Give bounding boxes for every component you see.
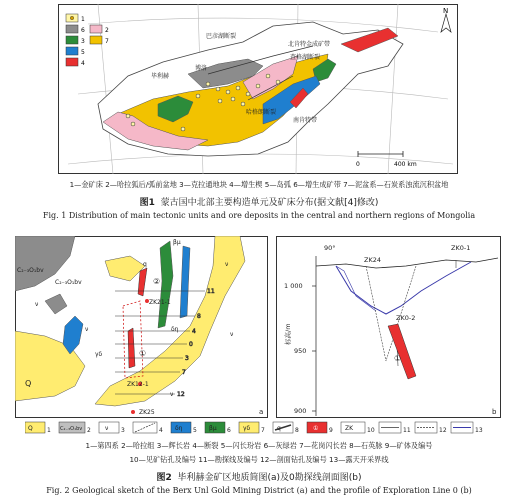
svg-text:毕利赫: 毕利赫 [151, 73, 170, 80]
svg-text:ZK24: ZK24 [364, 256, 381, 264]
svg-text:0: 0 [356, 161, 360, 168]
svg-text:0: 0 [189, 341, 193, 348]
svg-text:q: q [143, 261, 147, 268]
svg-text:βμ: βμ [209, 425, 217, 432]
svg-text:13: 13 [475, 427, 483, 434]
svg-text:N: N [443, 7, 449, 15]
svg-text:2: 2 [105, 27, 109, 34]
fig2a-map [15, 236, 268, 418]
svg-text:6: 6 [81, 27, 85, 34]
fig2-legend [25, 420, 495, 436]
svg-text:2: 2 [87, 427, 91, 434]
svg-text:a: a [259, 408, 264, 416]
svg-text:②: ② [153, 277, 161, 286]
svg-text:9: 9 [329, 427, 333, 434]
svg-text:3: 3 [81, 38, 85, 45]
svg-text:ν: ν [170, 391, 174, 398]
svg-text:90°: 90° [324, 244, 336, 252]
fig1-legend-text: 1—金矿床 2—哈拉狐后/弧前盆地 3—克拉通地块 4—增生楔 5—岛弧 6—增生成矿带 7—泥盆系—石炭系浊流沉积盆地 [69, 180, 449, 189]
svg-text:γδ: γδ [243, 425, 251, 432]
svg-text:C₂₋₃O₁bv: C₂₋₃O₁bv [17, 267, 44, 274]
svg-text:ZK12-1: ZK12-1 [127, 381, 149, 388]
fig1-map [58, 4, 458, 174]
svg-text:ν: ν [105, 425, 109, 432]
svg-text:900: 900 [294, 407, 307, 415]
svg-text:11: 11 [403, 427, 411, 434]
svg-text:4: 4 [159, 427, 163, 434]
svg-text:南肯特带: 南肯特带 [293, 117, 318, 124]
svg-text:γδ: γδ [95, 351, 103, 358]
svg-text:博洛: 博洛 [195, 65, 208, 72]
fig2-legend-line2: 10—见矿钻孔及编号 11—勘探线及编号 12—剖面钻孔及编号 13—露天开采界线 [129, 455, 389, 464]
svg-text:5: 5 [193, 427, 197, 434]
svg-text:11: 11 [207, 288, 215, 295]
fig1-caption-en: Fig. 1 Distribution of main tectonic units and ore deposits in the central and northern regions of Mongolia [42, 211, 476, 220]
fig2b-section [276, 236, 501, 418]
svg-text:12: 12 [439, 427, 447, 434]
svg-text:C₂₋₃O₁bv: C₂₋₃O₁bv [55, 279, 82, 286]
svg-text:950: 950 [294, 347, 307, 355]
svg-text:3: 3 [185, 355, 189, 362]
svg-text:8: 8 [295, 427, 299, 434]
svg-text:ZK25: ZK25 [139, 409, 155, 416]
svg-text:4: 4 [192, 328, 196, 335]
svg-text:①: ① [139, 349, 147, 358]
svg-text:δη: δη [171, 326, 179, 333]
svg-text:7: 7 [261, 427, 265, 434]
fig2-legend-line1: 1—第四系 2—哈拉组 3—辉长岩 4—断裂 5—闪长玢岩 6—灰绿岩 7—花岗闪长岩 8—石英脉 9—矿体及编号 [85, 441, 433, 450]
svg-text:5: 5 [81, 49, 85, 56]
svg-text:6: 6 [227, 427, 231, 434]
svg-text:Q: Q [25, 379, 32, 388]
svg-text:1: 1 [47, 427, 51, 434]
svg-text:7: 7 [105, 38, 109, 45]
svg-text:3: 3 [121, 427, 125, 434]
svg-text:查格湖断裂: 查格湖断裂 [290, 54, 321, 61]
svg-text:8: 8 [197, 313, 201, 320]
svg-text:ZK21-1: ZK21-1 [149, 299, 171, 306]
svg-text:400 km: 400 km [394, 161, 417, 168]
svg-text:12: 12 [177, 391, 185, 398]
svg-text:Q: Q [28, 425, 33, 432]
svg-text:北肯特金成矿带: 北肯特金成矿带 [288, 41, 331, 48]
svg-text:δη: δη [175, 425, 183, 432]
svg-text:ν: ν [35, 301, 39, 308]
svg-text:4: 4 [81, 60, 85, 67]
svg-text:ZK0-1: ZK0-1 [451, 244, 471, 252]
svg-text:1: 1 [81, 16, 85, 23]
svg-text:①: ① [394, 354, 402, 363]
svg-text:7: 7 [182, 369, 186, 376]
svg-text:10: 10 [367, 427, 375, 434]
fig1-caption-cn: 图1 蒙古国中北部主要构造单元及矿床分布(据文献[4]修改) [139, 198, 379, 208]
svg-text:巴彦湖断裂: 巴彦湖断裂 [206, 33, 237, 40]
fig2-caption-en: Fig. 2 Geological sketch of the Berx Unl Gold Mining District (a) and the profile of Exploration Line 0 (b) [46, 486, 472, 495]
svg-text:ν: ν [85, 326, 89, 333]
svg-text:C₂₋₃O₁bv: C₂₋₃O₁bv [60, 426, 83, 432]
svg-text:ν: ν [230, 331, 234, 338]
fig2-caption-cn: 图2 毕利赫金矿区地质简图(a)及0勘探线剖面图(b) [156, 473, 362, 483]
svg-text:1 000: 1 000 [284, 282, 303, 290]
svg-text:哈格朗断裂: 哈格朗断裂 [246, 109, 277, 116]
svg-text:①: ① [313, 425, 319, 432]
svg-text:ZK: ZK [345, 425, 354, 432]
svg-text:ZK0-2: ZK0-2 [396, 314, 416, 322]
svg-text:b: b [492, 408, 497, 416]
svg-text:βμ: βμ [173, 239, 181, 246]
svg-text:标高/m: 标高/m [284, 323, 292, 345]
svg-text:ν: ν [225, 261, 229, 268]
